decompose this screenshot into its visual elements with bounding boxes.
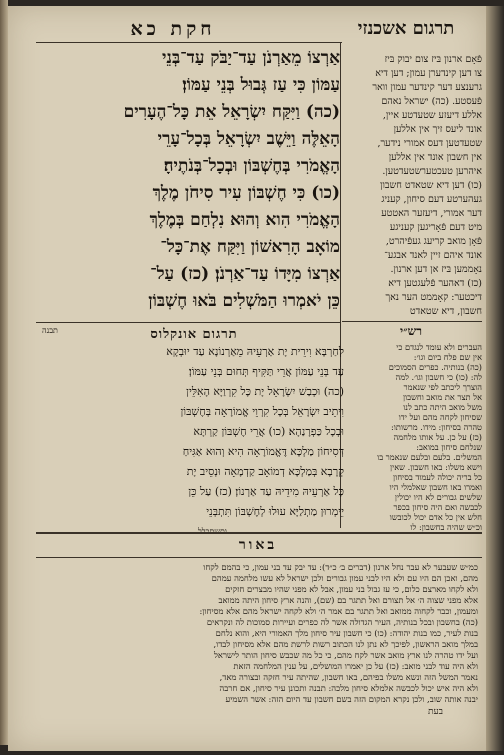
rashi-line: כל בריה יכולה לעמוד בסיחון: [393, 472, 482, 482]
rashi-line: משל מואב היתה כתב לנו: [403, 402, 482, 412]
rashi-line: ואמרו באו חשבון שאלמלי היו: [389, 482, 482, 492]
onkelos-line: לְחַרְבָּא וִירֵית יָת אַרְעֵיהּ מֵאַרְנוֹנָא עַד יוּבְקָא: [166, 345, 344, 358]
biur-line: (כה) בחשבון ובכל בנותיה, העיר הגדולה אשר לה כפרים ועיירות סמוכות לה ונקראים: [206, 617, 478, 627]
biur-line: ולא היה עוד לבני מואב: (כז) על כן יאמרו המושלים, על ענין המלחמה הזאת: [233, 661, 478, 671]
biur-line: נאמר המשל הזה ונשא משלו בפיהם, באו חשבון, שהיתה עיר חזקה ובצורה מאד,: [219, 672, 478, 682]
rashi-line: חלש אין כל אדם יכול לכובשו: [389, 512, 482, 522]
targum-ashkenazi-line: דיכטער: קאָממט הער נאך: [385, 292, 482, 303]
targum-ashkenazi-line: מיט דעם פֿאָריגען קעניגע: [389, 222, 482, 233]
onkelos-line: יֵימְרוּן מַתְלַיָּא עוּלוּ לְחֶשְׁבּוֹן תִּתְבְּנֵי: [206, 505, 344, 518]
onkelos-line: וּבְכָל כַּפְרָנַהָא׃ (כו) אֲרֵי חֶשְׁבּוֹן קַרְתָּא: [193, 425, 344, 438]
targum-ashkenazi-line: געהערטע דעם סיחון, קעניג: [381, 194, 482, 205]
targum-ashkenazi-line: נאָממען בּיז אן דען ארנון.: [390, 264, 482, 275]
book-page: [8, 6, 486, 751]
rashi-line: המשלים. בלעם ובלעם שנאמר בו: [377, 452, 482, 462]
biur-heading-rule: [36, 557, 482, 558]
onkelos-heading: תרגום אונקלוס: [150, 327, 238, 342]
onkelos-line: קְרָבָא בְּמַלְכָּא דְמוֹאָב קַדְמָאָה וּנְסֵיב יָת: [186, 465, 344, 478]
biur-line: ולא לקחו מארצם כלום, כי עז גבול בני עמון, אבל לא מפני שהיו מבצרים חזקים: [225, 584, 478, 594]
biur-heading: באור: [238, 537, 278, 553]
rashi-line: (כז) על כן. על אותו מלחמה: [393, 432, 482, 442]
targum-ashkenazi-line: חשבון, דיא שטאדט: [409, 306, 482, 317]
header-rule: [36, 42, 342, 43]
targum-ashkenazi-line: אונד ליעס זיך אין אללען: [393, 124, 482, 135]
torah-text-line: (כה) וַיִּקַּח יִשְׂרָאֵל אֵת כָּל־הֶעָרִים: [123, 102, 340, 122]
onkelos-line: (כה) וּכְבַשׁ יִשְׂרָאֵל יָת כָּל קִרְוַיָּא הָאִלֵּין: [186, 385, 344, 398]
torah-text-line: אַרְצוֹ מֵאַרְנֹן עַד־יַבֹּק עַד־בְּנֵי: [161, 48, 340, 68]
rashi-line: וכ״ש שהיה בחשבון: לו: [410, 522, 482, 532]
rashi-line: שנלחם סיחון במואב:: [416, 442, 482, 452]
biur-line: ולא היה איש יכול לכבשה אלמלא סיחון מלכה: תבנה ותכונן עיר סיחון, אם חרבה: [219, 683, 478, 693]
biur-line: במלך מואב הראשון, לפיכך לא נתן לנו הכתוב רשות לרשת מהם אלא מסיחון לבדו,: [213, 639, 478, 649]
targum-ashkenazi-line: גרענצע דער קינדער עמון וואר: [372, 82, 482, 93]
rashi-line: טהרה בסיחון: מידו. מרשותו:: [391, 422, 482, 432]
biur-line: אלא מפני שצוה ה׳ אל תצורם ואל תתגר בם (שם), והנה ארץ סיחון היתה ממואב: [218, 595, 478, 605]
rashi-top-rule: [342, 321, 482, 322]
targum-ashkenazi-line: אונד איהם זיין לאנד אבגע־: [384, 250, 482, 261]
rashi-heading: רש״י: [399, 324, 423, 338]
book-gutter: [0, 0, 8, 745]
biur-line: ועל ידו טהרה לנו ארץ מואב אשר לקח מהם, כי כל מה שכבש סיחון הותר לישראל: [213, 650, 478, 660]
targum-ashkenazi-line: פֿאָם ארנון בּיז צום יבוק בּיז: [384, 54, 482, 65]
torah-text-line: הָאֱמֹרִי בְּחֶשְׁבּוֹן וּבְכָל־בְּנֹתֶיהָ׃: [163, 156, 340, 176]
running-head-parsha: חקת כא: [130, 18, 216, 40]
rashi-line: הוצרך ליכתב לפי שנאמר: [403, 382, 482, 392]
torah-text-line: (כו) כִּי חֶשְׁבּוֹן עִיר סִיחֹן מֶלֶךְ: [152, 183, 340, 203]
rashi-line: העברים ולא עומד לנגדם כי: [396, 342, 482, 352]
targum-ashkenazi-line: (כו) דען דיא שטאדט חשבון: [380, 180, 482, 191]
onkelos-top-rule: [36, 322, 340, 323]
rashi-line: שלשים גבורים לא היו יכולין: [394, 492, 482, 502]
targum-ashkenazi-line: שטעדטען דעס אמורי נידער,: [377, 138, 482, 149]
rashi-line: לה: (כו) כי חשבון וגו׳. למה: [395, 372, 482, 382]
targum-ashkenazi-line: דער אמורי, דיעזער האטטע: [381, 208, 482, 219]
torah-text-line: הָאֱמֹרִי הִוא וְהוּא נִלְחַם בְּמֶלֶךְ: [149, 210, 340, 230]
targum-ashkenazi-line: אללע דיעזע שטעדטע איין,: [382, 110, 482, 121]
onkelos-margin-note: תבנה: [42, 326, 58, 335]
rashi-line: (כה) בנותיה. כפרים הסמוכים: [388, 362, 482, 372]
biur-line: יבנה אותה שוב, ולכן נקרא המקום הזה בשם חשבון עד היום הזה: אשר השמיע: [225, 694, 478, 704]
onkelos-line: עַד בְּנֵי עַמּוֹן אֲרֵי תַּקִּיף תְּחוּם בְּנֵי עַמּוֹן׃: [188, 365, 344, 378]
biur-top-rule: [36, 532, 482, 534]
biur-line: בנות לעיר, כמו בנות יהודה: (כו) כי חשבון עיר סיחון מלך האמורי היא, והוא נלחם: [215, 628, 478, 638]
torah-text-line: עַמּוֹן כִּי עַז גְּבוּל בְּנֵי עַמּוֹן׃: [182, 75, 340, 95]
targum-ashkenazi-line: פֿעסטע. (כה) ישראל נאהם: [381, 96, 482, 107]
biur-line: ומעמון, וכבר לקחוה ממואב ואל תתגר בם אמר ה׳ ולא לקחה ישראל מהם אלא מסיחון:: [199, 606, 478, 616]
torah-text-line: אַרְצוֹ מִיָּדוֹ עַד־אַרְנֹן׃ (כז) עַל־: [150, 264, 340, 284]
onkelos-line: דְּסִיחוֹן מַלְכָּא דֶּאֱמוֹרָאָה הִיא וְהוּא אַגִּיחַ: [182, 445, 344, 458]
targum-ashkenazi-line: צו דען קינדערן עמון; דען דיא: [375, 68, 482, 79]
rashi-line: אל תצר את מואב וחשבון: [402, 392, 482, 402]
rashi-line: שסיחון לקחה מהם ועל ידו: [398, 412, 482, 422]
targum-ashkenazi-line: איהרען טעכטערשטעדטען.: [382, 166, 482, 177]
rashi-line: וישא משלו: באו חשבון. שאין: [390, 462, 482, 472]
biur-line: מהם, ואכן הם היו עם ולא היו לבני עמון גבורים ולכן ישראל לא עשו מלחמה עמהם: [211, 573, 478, 583]
targum-ashkenazi-line: אין חשבון אונד אין אללען: [388, 152, 482, 163]
rashi-line: אין שם פלח ביום וגו׳:: [413, 352, 482, 362]
torah-text-line: כֵּן יֹאמְרוּ הַמֹּשְׁלִים בֹּאוּ חֶשְׁבּוֹן: [148, 291, 340, 311]
onkelos-line: כָּל אַרְעֵיהּ מִידֵיהּ עַד אַרְנוֹן׃ (כז) עַל כֵּן: [188, 485, 344, 498]
rashi-line: לכבשה ואם היה סיחון בכפר: [393, 502, 482, 512]
running-head-targum: תרגום אשכנזי: [357, 18, 455, 39]
page-edge: [486, 6, 504, 751]
targum-ashkenazi-line: פֿאָן מואב קריעג געפֿיהרט,: [385, 236, 482, 247]
torah-text-line: הָאֵלֶּה וַיֵּשֶׁב יִשְׂרָאֵל בְּכָל־עָרֵי: [157, 129, 340, 149]
torah-text-line: מוֹאָב הָרִאשׁוֹן וַיִּקַּח אֶת־כָּל־: [160, 237, 340, 257]
onkelos-line: וִיתֵיב יִשְׂרָאֵל בְּכָל קִרְוֵי אֱמוֹרָאָה בְּחֶשְׁבּוֹן: [180, 405, 344, 418]
targum-ashkenazi-line: (כז) דאהער פֿלעגטען דיא: [388, 278, 482, 289]
biur-catchword: בעת: [428, 707, 443, 717]
biur-line: כמ״ש שעבער לא עבר נחל ארנון (דברים ב׳ כ״ד): עד יבק עד בני עמון, כי בהמם לקחו: [203, 562, 478, 572]
